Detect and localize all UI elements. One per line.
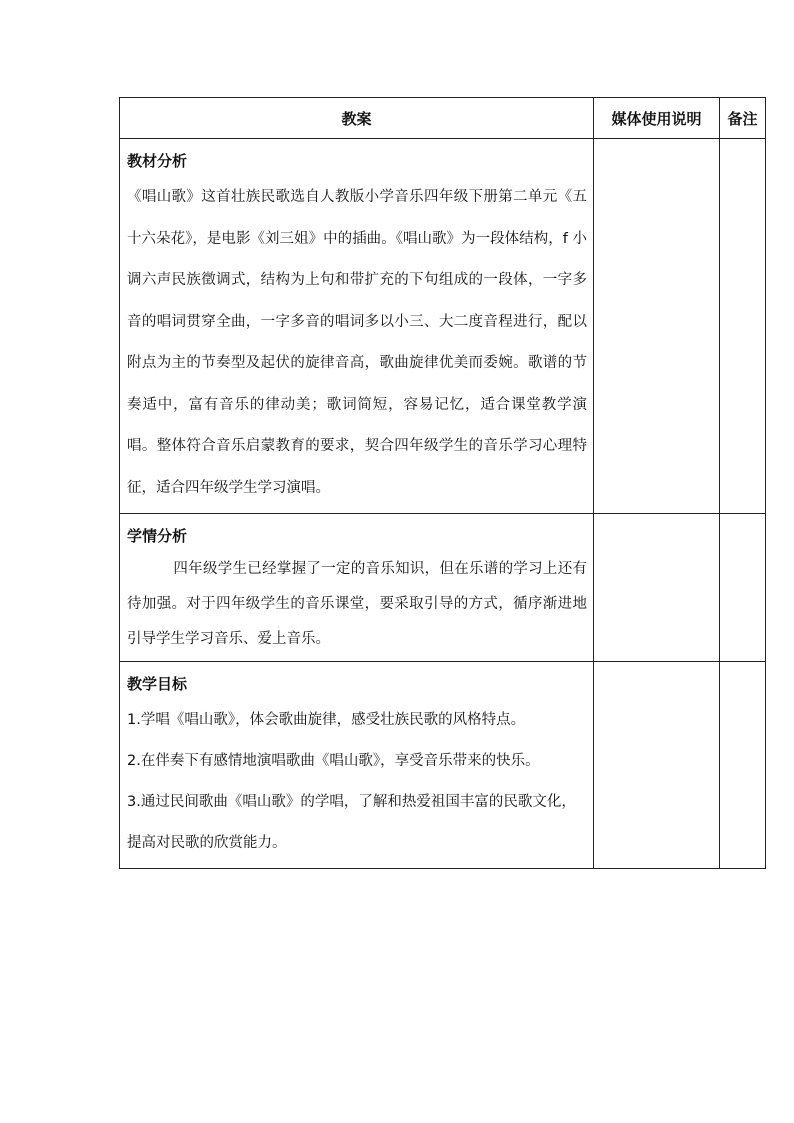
lesson-plan-table <box>119 97 766 869</box>
media-cell <box>594 139 720 514</box>
textbook-analysis-cell <box>120 139 594 514</box>
teaching-goals-cell <box>120 662 594 869</box>
goal-item: 1.学唱《唱山歌》，体会歌曲旋律，感受壮族民歌的风格特点。 <box>127 712 526 728</box>
student-analysis-cell <box>120 514 594 662</box>
table-row <box>120 514 766 662</box>
student-analysis-title: 学情分析 <box>127 527 188 545</box>
media-cell <box>594 662 720 869</box>
table-row <box>120 662 766 869</box>
textbook-analysis-text: 《唱山歌》这首壮族民歌选自人教版小学音乐四年级下册第二单元《五十六朵花》，是电影《刘三姐》中的插曲。《唱山歌》为一段体结构，f 小调六声民族徵调式，结构为上句和带扩充的下句组成的一段体，一字多音的唱词贯穿全曲，一字多音的唱词多以小三、大二度音程进行，配以附点为主的节奏型及起伏的旋律音高，歌曲旋律优美而委婉。歌谱的节奏适中，富有音乐的律动美；歌词简短，容易记忆，适合课堂教学演唱。整体符合音乐启蒙教育的要求，契合四年级学生的音乐学习心理特征，适合四年级学生学习演唱。 <box>127 189 587 496</box>
goal-item: 3.通过民间歌曲《唱山歌》的学唱，了解和热爱祖国丰富的民歌文化，提高对民歌的欣赏能力。 <box>127 794 576 851</box>
header-plan: 教案 <box>120 98 594 139</box>
header-media: 媒体使用说明 <box>594 98 720 139</box>
notes-cell <box>720 514 766 662</box>
teaching-goals-title: 教学目标 <box>127 675 188 693</box>
notes-cell <box>720 139 766 514</box>
textbook-analysis-title: 教材分析 <box>127 152 188 170</box>
header-notes: 备注 <box>720 98 766 139</box>
notes-cell <box>720 662 766 869</box>
student-analysis-text: 四年级学生已经掌握了一定的音乐知识，但在乐谱的学习上还有待加强。对于四年级学生的音乐课堂，要采取引导的方式，循序渐进地引导学生学习音乐、爱上音乐。 <box>127 561 587 647</box>
table-row <box>120 139 766 514</box>
table-header-row <box>120 98 766 139</box>
media-cell <box>594 514 720 662</box>
goal-item: 2.在伴奏下有感情地演唱歌曲《唱山歌》，享受音乐带来的快乐。 <box>127 753 540 769</box>
